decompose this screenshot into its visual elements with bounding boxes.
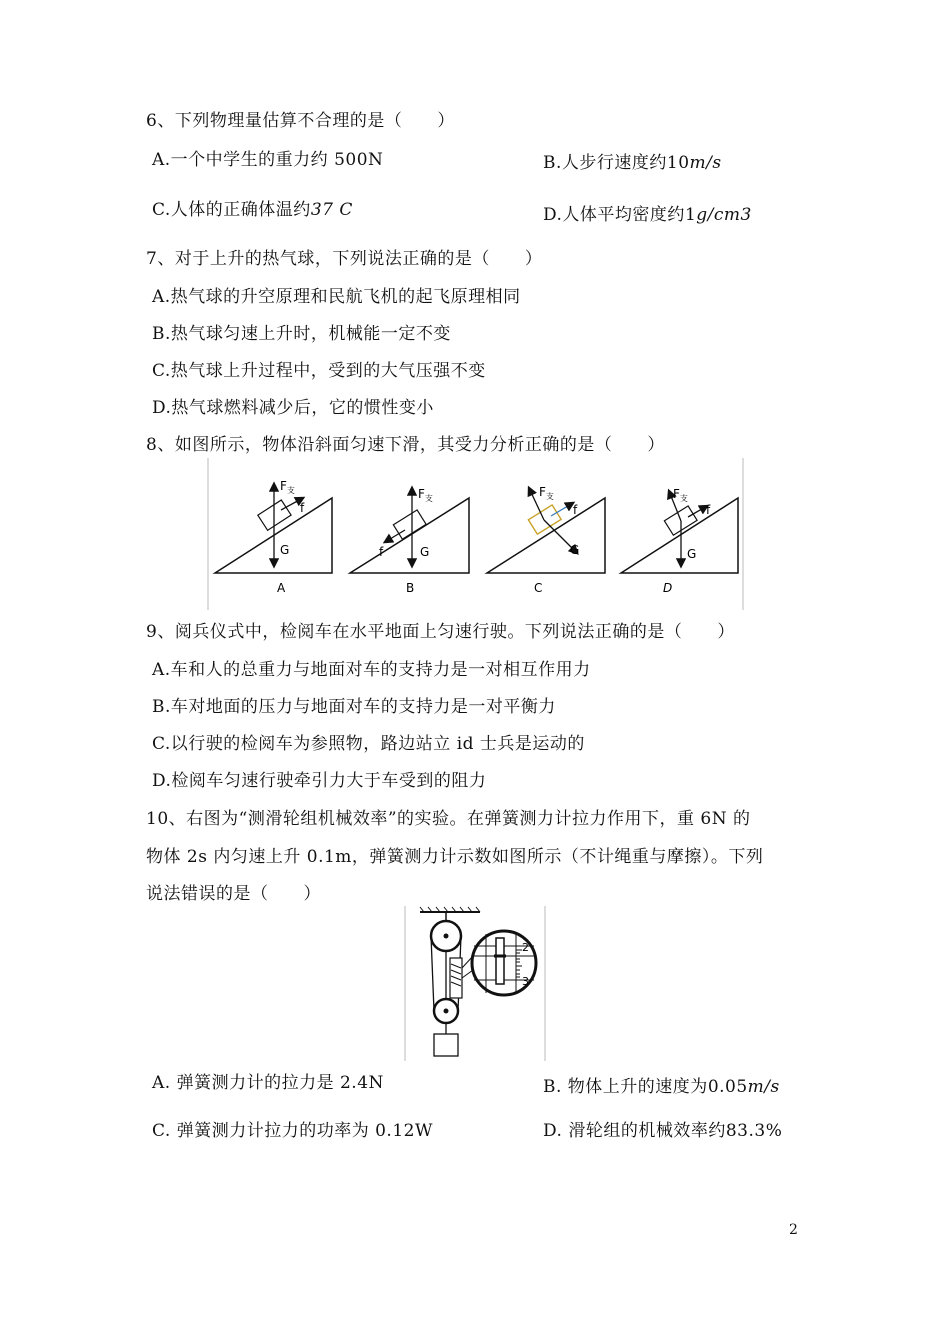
q10-stem-line3: 说法错误的是（ ） <box>146 884 321 904</box>
label-option-c: C <box>534 581 543 595</box>
label-gravity-c: G <box>570 543 580 557</box>
label-gravity-b: G <box>420 545 430 559</box>
q6-option-b: B.人步行速度约10m/s <box>543 153 722 173</box>
q10-stem-line2: 物体 2s 内匀速上升 0.1m，弹簧测力计示数如图所示（不计绳重与摩擦）。下列 <box>146 847 764 867</box>
panel-d <box>621 487 738 595</box>
scale-mark-3: 3 <box>522 975 529 988</box>
q9-option-a: A.车和人的总重力与地面对车的支持力是一对相互作用力 <box>152 660 591 680</box>
pulley-spring-scale-diagram <box>404 906 546 1061</box>
q9-option-c: C.以行驶的检阅车为参照物，路边站立 id 士兵是运动的 <box>152 734 585 754</box>
panel-a <box>215 479 332 595</box>
label-option-b: B <box>406 581 415 595</box>
label-friction-a: f <box>300 501 305 515</box>
q8-stem: 8、如图所示，物体沿斜面匀速下滑，其受力分析正确的是（ ） <box>146 435 665 455</box>
label-gravity-d: G <box>687 547 697 561</box>
q6-option-c: C.人体的正确体温约37 C <box>152 200 353 220</box>
label-f-support-d: $F_支$ <box>673 487 688 503</box>
q6-option-a: A.一个中学生的重力约 500N <box>152 150 384 170</box>
q10-stem-line1: 10、右图为“测滑轮组机械效率”的实验。在弹簧测力计拉力作用下，重 6N 的 <box>146 809 751 829</box>
label-f-support-b: $F_支$ <box>418 487 433 503</box>
q10-option-b: B. 物体上升的速度为0.05m/s <box>543 1077 780 1097</box>
label-gravity-a: G <box>280 543 290 557</box>
q7-option-a: A.热气球的升空原理和民航飞机的起飞原理相同 <box>152 287 521 307</box>
label-option-a: A <box>277 581 286 595</box>
q6-stem: 6、下列物理量估算不合理的是（ ） <box>146 111 455 131</box>
q10-option-d: D. 滑轮组的机械效率约83.3% <box>543 1121 783 1141</box>
label-f-support-a: $F_支$ <box>280 479 295 495</box>
label-friction-d: f <box>706 503 711 517</box>
q7-option-b: B.热气球匀速上升时，机械能一定不变 <box>152 324 451 344</box>
q9-option-b: B.车对地面的压力与地面对车的支持力是一对平衡力 <box>152 697 556 717</box>
q7-option-c: C.热气球上升过程中，受到的大气压强不变 <box>152 361 486 381</box>
page-number: 2 <box>789 1222 798 1238</box>
q10-option-a: A. 弹簧测力计的拉力是 2.4N <box>152 1073 384 1093</box>
q9-option-d: D.检阅车匀速行驶牵引力大于车受到的阻力 <box>152 771 487 791</box>
incline-force-diagram <box>207 458 744 610</box>
q7-stem: 7、对于上升的热气球，下列说法正确的是（ ） <box>146 249 543 269</box>
q10-option-c: C. 弹簧测力计拉力的功率为 0.12W <box>152 1121 433 1141</box>
q9-stem: 9、阅兵仪式中，检阅车在水平地面上匀速行驶。下列说法正确的是（ ） <box>146 622 735 642</box>
panel-c <box>487 485 605 595</box>
label-friction-b: f <box>379 545 384 559</box>
label-friction-c: f <box>573 503 578 517</box>
label-f-support-c: $F_支$ <box>539 485 554 501</box>
q7-option-d: D.热气球燃料减少后，它的惯性变小 <box>152 398 434 418</box>
panel-b <box>350 487 469 595</box>
scale-mark-2: 2 <box>522 941 529 954</box>
q6-option-d: D.人体平均密度约1g/cm3 <box>543 205 752 225</box>
label-option-d: D <box>663 581 673 595</box>
